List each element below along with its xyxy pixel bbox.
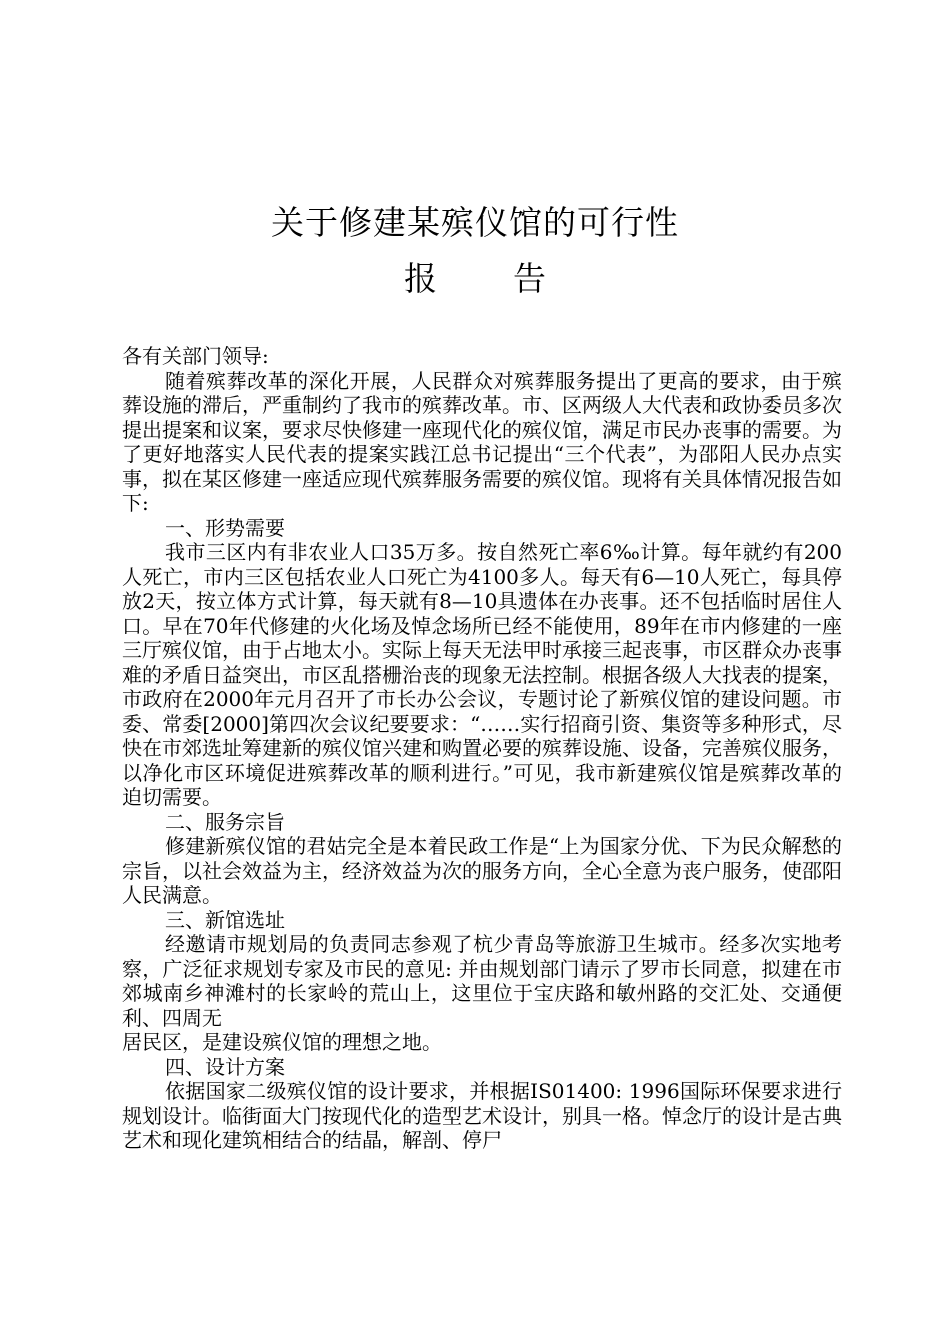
site-paragraph: 经邀请市规划局的负责同志参观了杭少青岛等旅游卫生城市。经多次实地考察，广泛征求规划专家及市民的意见: 并由规划部门请示了罗市长同意，拟建在市郊城南乡神滩村的长家岭的荒山上，这里位于宝庆路和敏州路的交汇处、交通便利、四周无: [122, 932, 842, 1030]
purpose-paragraph: 修建新殡仪馆的君姑完全是本着民政工作是“上为国家分优、下为民众解愁的宗旨，以社会效益为主，经济效益为次的服务方向，全心全意为丧户服务，使邵阳人民满意。: [122, 834, 842, 907]
section-heading-situation: 一、形势需要: [165, 515, 285, 540]
section-heading-design: 四、设计方案: [165, 1054, 285, 1079]
document-title: [0, 198, 950, 304]
section-heading-purpose: 二、服务宗旨: [165, 809, 285, 834]
title-line-2: 报告: [404, 259, 622, 298]
document-body: [122, 344, 842, 1153]
site-paragraph-continued: 居民区，是建设殡仪馆的理想之地。: [122, 1030, 442, 1054]
section-heading-site: 三、新馆选址: [165, 907, 285, 932]
situation-paragraph: 我市三区内有非农业人口35万多。按自然死亡率6‰计算。每年就约有200人死亡，市内三区包括农业人口死亡为4100多人。每天有6—10人死亡，每具停放2天，按立体方式计算，每天就有8—10具遗体在办丧事。还不包括临时居住人口。早在70年代修建的火化场及悼念场所已经不能使用，89年在市内修建的一座三厅殡仪馆，由于占地太小。实际上每天无法甲时承接三起丧事，市区群众办丧事难的矛盾日益突出，市区乱搭栅治丧的现象无法控制。根据各级人大找表的提案，市政府在2000年元月召开了市长办公会议，专题讨论了新殡仪馆的建设问题。市委、常委[2000]第四次会议纪要要求：“……实行招商引资、集资等多种形式，尽快在市郊选址筹建新的殡仪馆兴建和购置必要的殡葬设施、设备，完善殡仪服务，以净化市区环境促进殡葬改革的顺利进行。”可见，我市新建殡仪馆是殡葬改革的迫切需要。: [122, 540, 842, 809]
salutation: 各有关部门领导:: [122, 344, 269, 368]
design-paragraph: 依据国家二级殡仪馆的设计要求，并根据IS01400: 1996国际环保要求进行规划设计。临街面大门按现代化的造型艺术设计，别具一格。悼念厅的设计是古典艺术和现化建筑相结合的结晶，解剖、停尸: [122, 1079, 842, 1152]
intro-paragraph: 随着殡葬改革的深化开展，人民群众对殡葬服务提出了更高的要求，由于殡葬设施的滞后，严重制约了我市的殡葬改革。市、区两级人大代表和政协委员多次提出提案和议案，要求尽快修建一座现代化的殡仪馆，满足市民办丧事的需要。为了更好地落实人民代表的提案实践江总书记提出“三个代表”，为邵阳人民办点实事，拟在某区修建一座适应现代殡葬服务需要的殡仪馆。现将有关具体情况报告如下:: [122, 368, 842, 515]
title-line-1: 关于修建某殡仪馆的可行性: [271, 203, 679, 242]
